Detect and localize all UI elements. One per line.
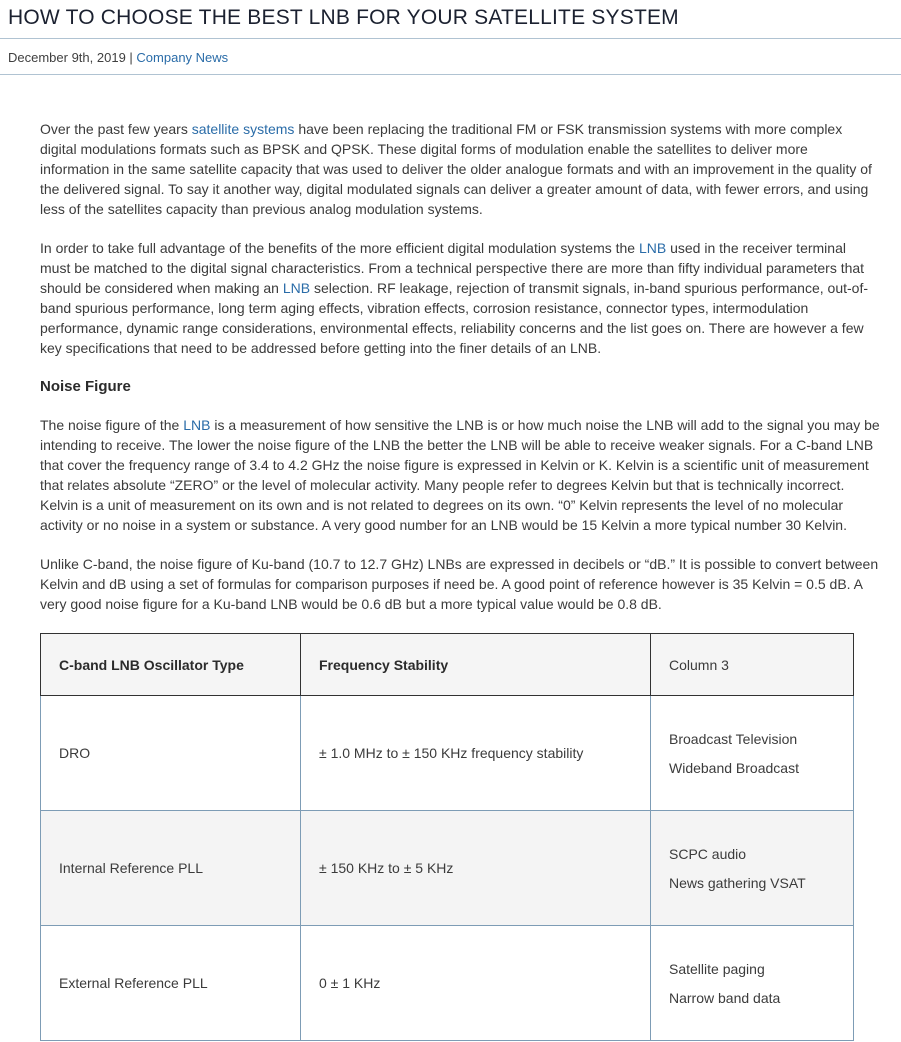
table-body [41, 696, 854, 1041]
table-header-row [41, 634, 854, 696]
page-title: HOW TO CHOOSE THE BEST LNB FOR YOUR SATELLITE SYSTEM [8, 6, 679, 29]
cell-applications [651, 696, 854, 811]
application-line: Broadcast Television [669, 730, 798, 747]
text-segment: Unlike C-band, the noise figure of Ku-band (10.7 to 12.7 GHz) LNBs are expressed in decibels or “dB.” It is possible to convert between Kelvin and dB using a set of formulas for comparison purposes if need be. A good point of reference however is 35 Kelvin = 0.5 dB. A very good noise figure for a Ku-band LNB would be 0.6 dB but a more typical value would be 0.8 dB. [40, 556, 879, 612]
inline-link[interactable]: LNB [183, 417, 211, 433]
table-row [41, 926, 854, 1041]
header-oscillator-type: C-band LNB Oscillator Type [41, 634, 301, 696]
table-row [41, 811, 854, 926]
cell-oscillator-type: External Reference PLL [41, 926, 301, 1041]
article-body [40, 75, 880, 1041]
section-heading-noise-figure: Noise Figure [40, 378, 131, 395]
text-segment: is a measurement of how sensitive the LNB is or how much noise the LNB will add to the signal you may be intending to receive. The lower the noise figure of the LNB the better the LNB will be able to receive weaker signals. For a C-band LNB that cover the frequency range of 3.4 to 4.2 GHz the noise figure is expressed in Kelvin or K. Kelvin is a scientific unit of measurement that relates absolute “ZERO” or the level of molecular activity. Many people refer to degrees Kelvin but that is technically incorrect. Kelvin is a unit of measurement on its own and is not related to degrees on its own. “0” Kelvin represents the level of no molecular activity or no noise in a system or substance. A very good number for an LNB would be 15 Kelvin a more typical number 30 Kelvin. [40, 417, 880, 533]
lnb-oscillator-table [40, 633, 854, 1041]
cell-frequency-stability: 0 ± 1 KHz [301, 926, 651, 1041]
category-link[interactable]: Company News [136, 50, 229, 65]
inline-link[interactable]: satellite systems [191, 121, 295, 137]
paragraph-lnb-parameters [40, 238, 880, 358]
text-segment: The noise figure of the [40, 417, 184, 433]
text-segment: selection. RF leakage, rejection of transmit signals, in-band spurious performance, out-of-band spurious performance, long term aging effects, vibration effects, corrosion resistance, connector types, intermodulation performance, dynamic range considerations, environmental effects, reliability concerns and the list goes on. There are however a few key specifications that need to be addressed before getting into the finer details of an LNB. [40, 280, 868, 356]
application-line: Narrow band data [669, 989, 781, 1006]
paragraph-noise-figure-cband [40, 415, 880, 535]
paragraph-intro [40, 119, 880, 219]
cell-applications [651, 926, 854, 1041]
cell-frequency-stability: ± 1.0 MHz to ± 150 KHz frequency stability [301, 696, 651, 811]
application-line: SCPC audio [669, 845, 747, 862]
text-segment: Over the past few years [40, 121, 192, 137]
inline-link[interactable]: LNB [638, 240, 667, 256]
application-line: Satellite paging [669, 960, 765, 977]
post-meta [0, 39, 901, 74]
header-column-3: Column 3 [651, 634, 854, 696]
cell-applications [651, 811, 854, 926]
cell-oscillator-type: DRO [41, 696, 301, 811]
paragraph-noise-figure-kuband [40, 554, 880, 614]
text-segment: have been replacing the traditional FM or FSK transmission systems with more complex digital modulations formats such as BPSK and QPSK. These digital forms of modulation enable the satellites to deliver more information in the same satellite capacity that was used to deliver the older analogue formats and with an improvement in the quality of the delivered signal. To say it another way, digital modulated signals can deliver a greater amount of data, with fewer errors, and using less of the satellites capacity than previous analog modulation systems. [40, 121, 872, 217]
header-frequency-stability: Frequency Stability [301, 634, 651, 696]
text-segment: In order to take full advantage of the benefits of the more efficient digital modulation systems the [40, 240, 639, 256]
meta-separator: | [125, 50, 137, 65]
application-line: News gathering VSAT [669, 874, 806, 891]
text-segment: used in the receiver terminal must be matched to the digital signal characteristics. From a technical perspective there are more than fifty individual parameters that should be considered when making an [40, 240, 865, 296]
cell-frequency-stability: ± 150 KHz to ± 5 KHz [301, 811, 651, 926]
application-line: Wideband Broadcast [669, 759, 799, 776]
inline-link[interactable]: LNB [282, 280, 311, 296]
post-date: December 9th, 2019 [8, 50, 126, 65]
table-row [41, 696, 854, 811]
cell-oscillator-type: Internal Reference PLL [41, 811, 301, 926]
